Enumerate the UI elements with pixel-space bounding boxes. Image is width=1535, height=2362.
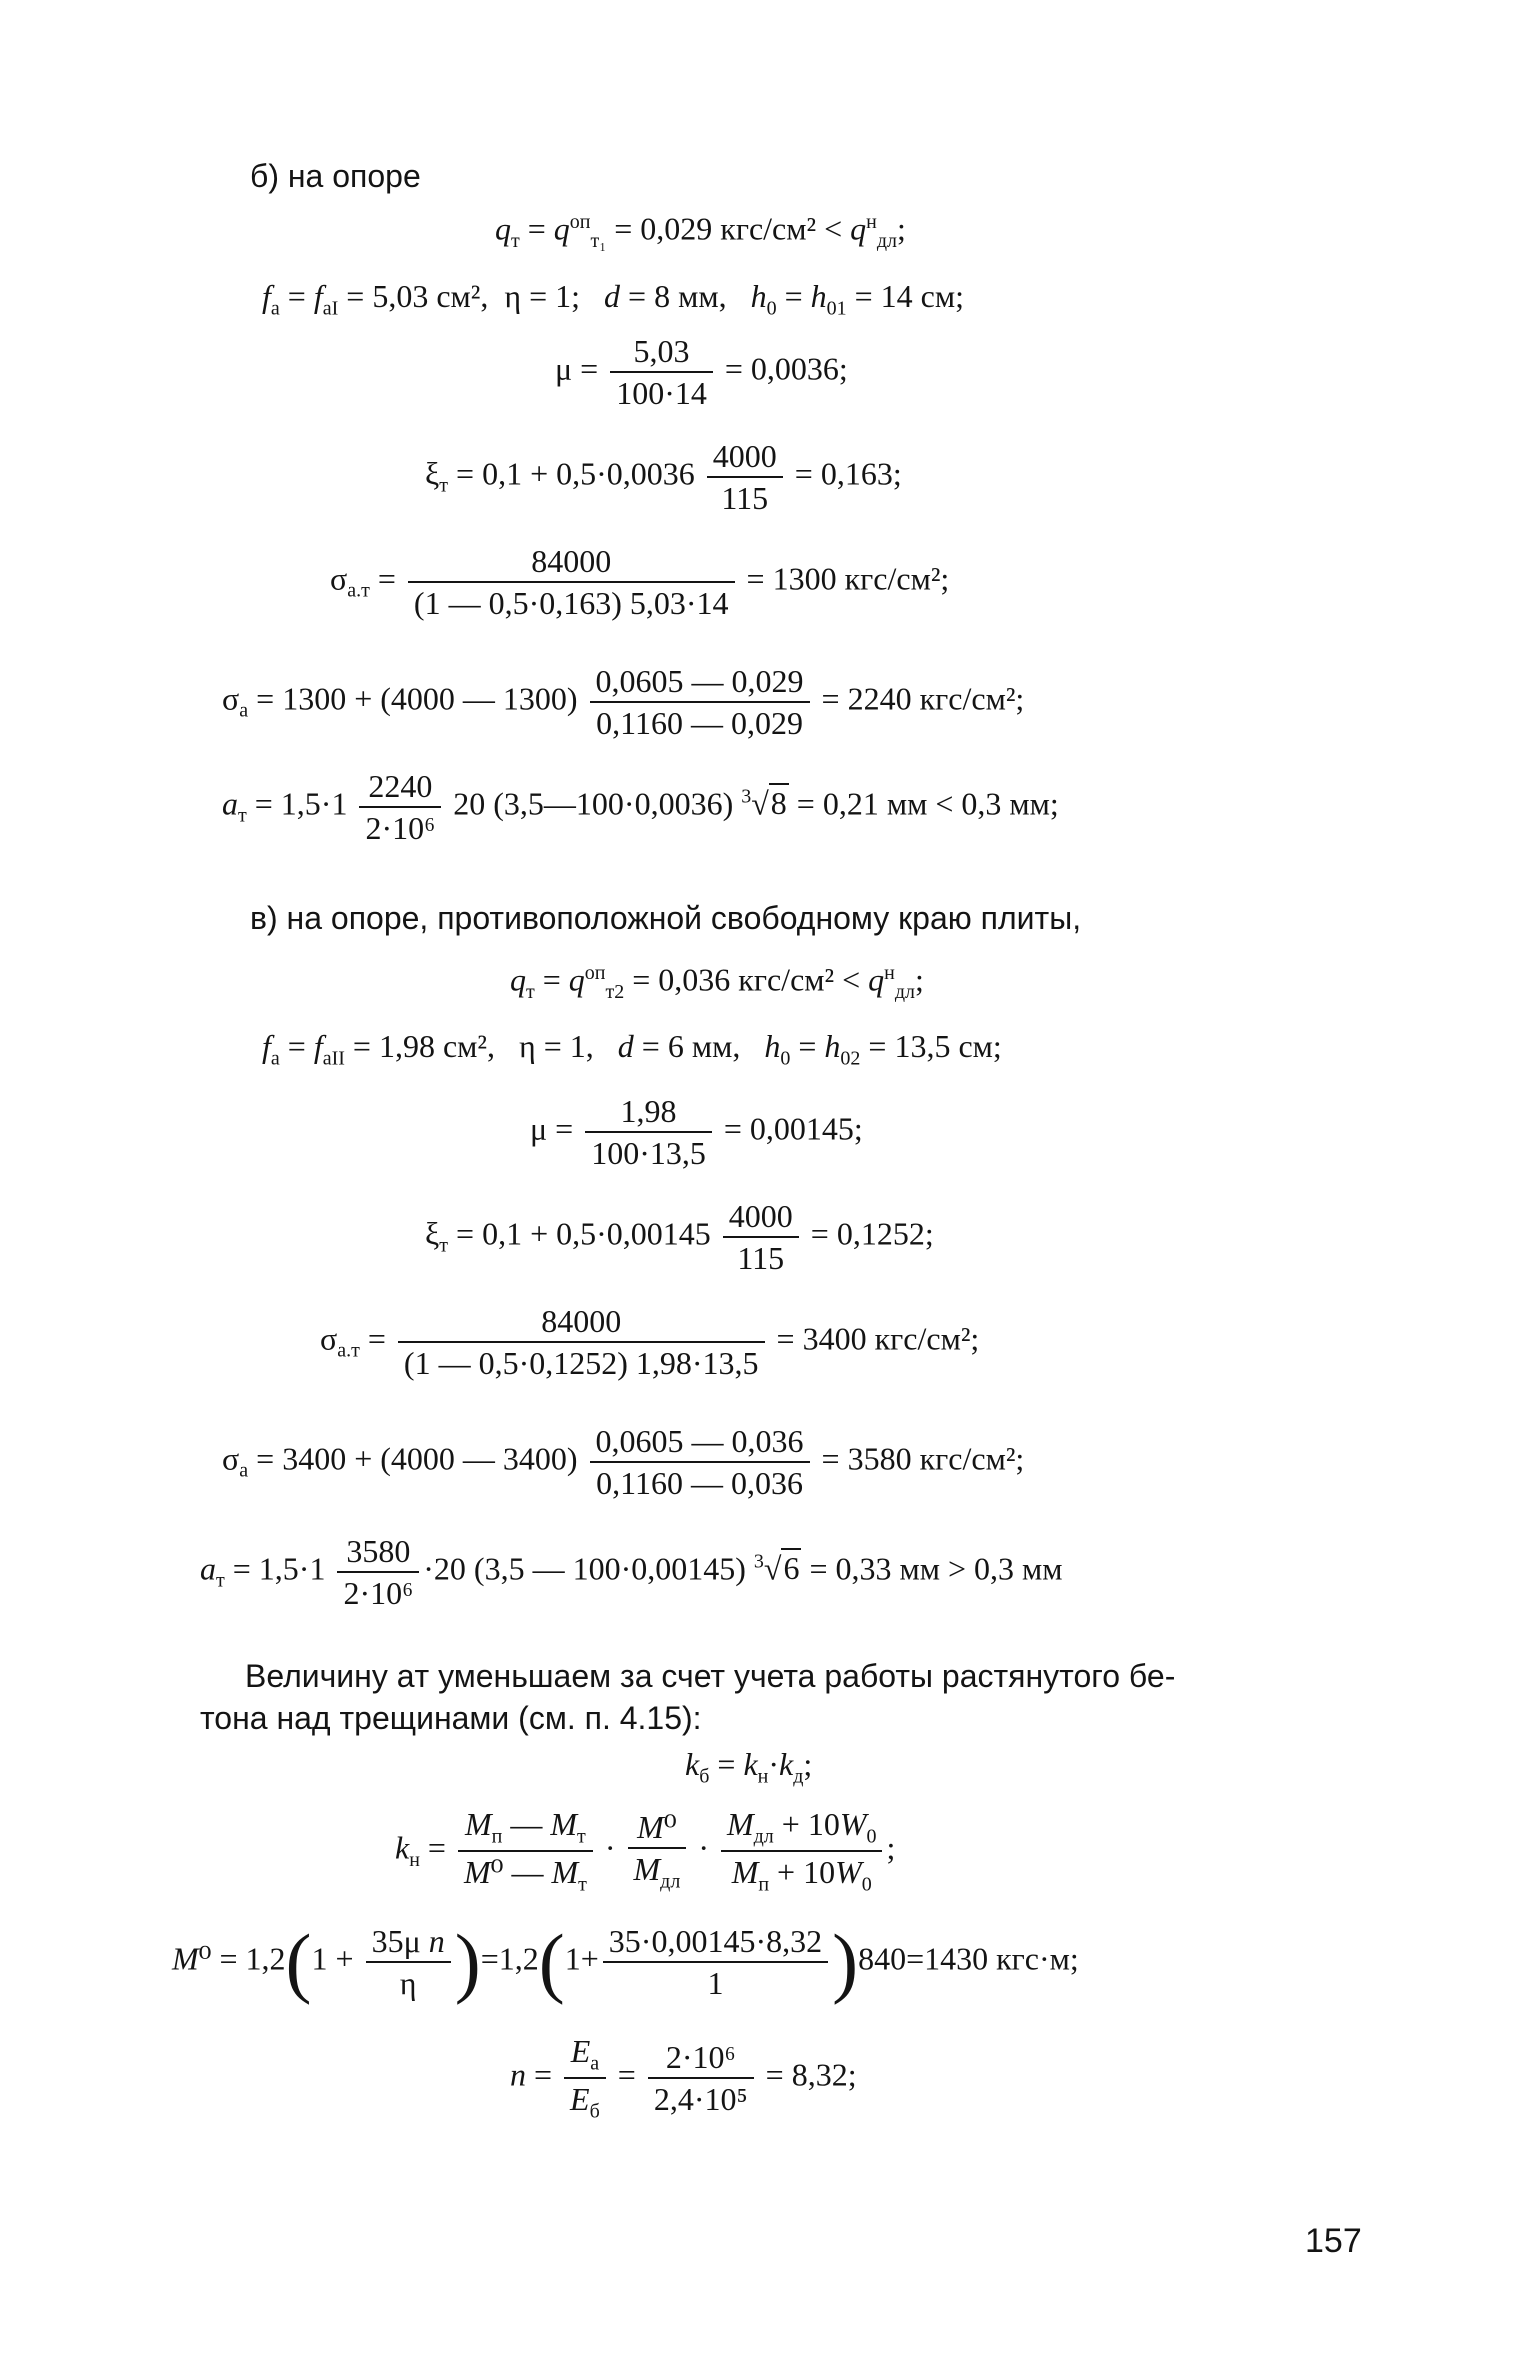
equation-b-fa: $f_а = f_{аI} = 5,03$ см², η = 1; d = 8 мм, $h_0 = h_{01} = 14$ см; (262, 278, 965, 320)
equation-v-at: $a_т = 1,5\cdot 1$ $\frac{3580}{\text{2·10⁶}}$ ·20 (3,5 — 100·0,00145) $^3$√6 = 0,33 мм > 0,3 мм (200, 1533, 1063, 1611)
equation-v-xi: $\xi_т = 0,1 + 0,5\cdot 0,00145$ $\frac{4000}{115}$ = 0,1252; (425, 1198, 934, 1276)
equation-b-sigma-a: $\sigma_а = 1300 + (4000$ — 1300) $\frac{0,0605 — 0,029}{0,1160 — 0,029}$ = 2240 кгс/см²; (222, 663, 1025, 741)
equation-b-mu: μ = $\frac{5,03}{100\cdot 14}$ = 0,0036; (555, 333, 848, 411)
equation-b-at: $a_т = 1,5\cdot 1$ $\frac{2240}{\text{2·10⁶}}$ 20 (3,5—100·0,0036) $^3$√8 = 0,21 мм < 0,3 мм; (222, 768, 1059, 846)
equation-b-sigma-at: $\sigma_{а.т}$ = $\frac{84000}{(1 — 0,5\cdot 0,163) 5,03\cdot 14}$ = 1300 кгс/см²; (330, 543, 950, 621)
equation-v-fa: $f_а = f_{аII} = 1,98$ см², η = 1, d = 6 мм, $h_0 = h_{02} = 13,5$ см; (262, 1028, 1002, 1070)
equation-v-mu: μ = $\frac{1,98}{100\cdot 13,5}$ = 0,00145; (530, 1093, 863, 1171)
equation-kb: $k_б = k_н\cdot k_д$; (685, 1746, 813, 1788)
section-heading-b: б) на опоре (250, 158, 421, 194)
equation-kn: $k_н$ = $M_п$ — $M_т$ M⁰ — $M_т$ · M⁰ $M_{дл}$ · $M_{дл} + 10W_0$ $M_п + 10W_0$ ; (395, 1806, 896, 1896)
equation-b-qt: $q_т = q^{оп}_{т_1} = 0,029$ $кгс/см^2 < q^н_{дл}$; (495, 210, 906, 253)
equation-v-sigma-a: $\sigma_а = 3400 + (4000$ — 3400) $\frac{0,0605 — 0,036}{0,1160 — 0,036}$ = 3580 кгс/см²; (222, 1423, 1025, 1501)
section-heading-v: в) на опоре, противоположной свободному краю плиты, (250, 900, 1082, 936)
page-number: 157 (1305, 2222, 1362, 2260)
paragraph-line-1: Величину aт уменьшаем за счет учета работы растянутого бе- (245, 1658, 1176, 1694)
equation-m0: M⁰ = 1,2(1 + $\frac{\text{35μ n}}{\eta}$ )=1,2(1+ $\frac{35\cdot 0,00145\cdot 8,32}{1}$ )840=1430 кгс·м; (172, 1917, 1079, 2005)
equation-b-xi: $\xi_т = 0,1 + 0,5\cdot 0,0036$ $\frac{4000}{115}$ = 0,163; (425, 438, 902, 516)
equation-v-sigma-at: $\sigma_{а.т}$ = $\frac{84000}{(1 — 0,5\cdot 0,1252) 1,98\cdot 13,5}$ = 3400 кгс/см²; (320, 1303, 980, 1381)
equation-n: n = $E_а$ $E_б$ = $\frac{\text{2·10⁶}}{\text{2,4·10⁵}}$ = 8,32; (510, 2033, 857, 2123)
equation-v-qt: $q_т = q^{оп}_{т2} = 0,036$ $кгс/см^2 < q^н_{дл}$; (510, 961, 924, 1004)
paragraph-line-2: тона над трещинами (см. п. 4.15): (200, 1700, 702, 1736)
